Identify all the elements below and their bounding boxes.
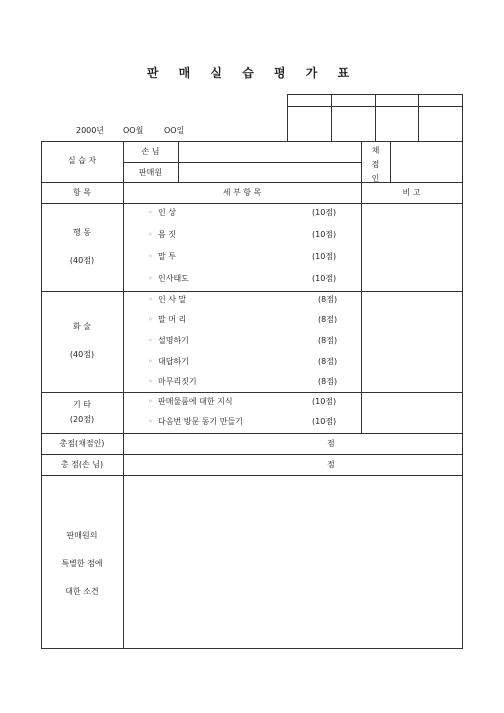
item-label: 마무리짓기	[158, 377, 197, 386]
grader-label: 채 점 인	[371, 146, 380, 183]
item-label: 인사태도	[158, 274, 189, 283]
item-score: (8점)	[318, 295, 338, 304]
date-year: 2000년	[76, 126, 105, 135]
item-label: 말 머 리	[158, 315, 187, 324]
item-label: 몸 짓	[158, 230, 176, 239]
item-score: (10점)	[312, 274, 337, 283]
item-label: 인 사 말	[158, 295, 187, 304]
item-label: 설명하기	[158, 336, 189, 345]
page-title: 판 매 실 습 평 가 표	[146, 66, 358, 80]
opinion-field[interactable]	[124, 476, 461, 647]
item-label: 판매물품에 대한 지식	[158, 397, 233, 406]
header-detail: 세 부 항 목	[222, 188, 262, 197]
item-score: (8점)	[318, 357, 338, 366]
item-label: 다음번 방문 동기 만들기	[158, 417, 243, 426]
trainee-label: 실 습 자	[67, 156, 97, 165]
item-score: (10점)	[312, 417, 337, 426]
item-label: 말 투	[158, 252, 176, 261]
item-score: (10점)	[312, 397, 337, 406]
date-month: OO월	[123, 126, 144, 135]
customer-label: 손 님	[141, 147, 160, 156]
item-label: 대답하기	[158, 357, 189, 366]
opinion-label: 판매원의 특별한 점에 대한 소견	[61, 531, 103, 596]
date-day: OO일	[164, 126, 185, 135]
item-score: (8점)	[318, 377, 338, 386]
total-customer-label: 총 점(손 님)	[60, 460, 104, 469]
section-points: (40점)	[69, 350, 95, 359]
item-score: (8점)	[318, 315, 338, 324]
item-label: 인 상	[158, 208, 176, 217]
item-score: (10점)	[312, 252, 337, 261]
section-points: (20점)	[69, 415, 95, 424]
item-score: (10점)	[312, 208, 337, 217]
total-grader-unit: 점	[327, 439, 335, 448]
section-name: 화 술	[73, 322, 91, 331]
section-name: 행 동	[73, 228, 91, 237]
item-score: (10점)	[312, 230, 337, 239]
total-grader-label: 총점(채점인)	[59, 439, 105, 448]
seller-label: 판매원	[138, 168, 163, 177]
section-name: 기 타	[73, 400, 91, 409]
header-item: 항 목	[73, 188, 91, 197]
item-score: (8점)	[318, 336, 338, 345]
section-points: (40점)	[69, 256, 95, 265]
total-customer-unit: 점	[327, 460, 335, 469]
header-note: 비 고	[402, 188, 421, 197]
